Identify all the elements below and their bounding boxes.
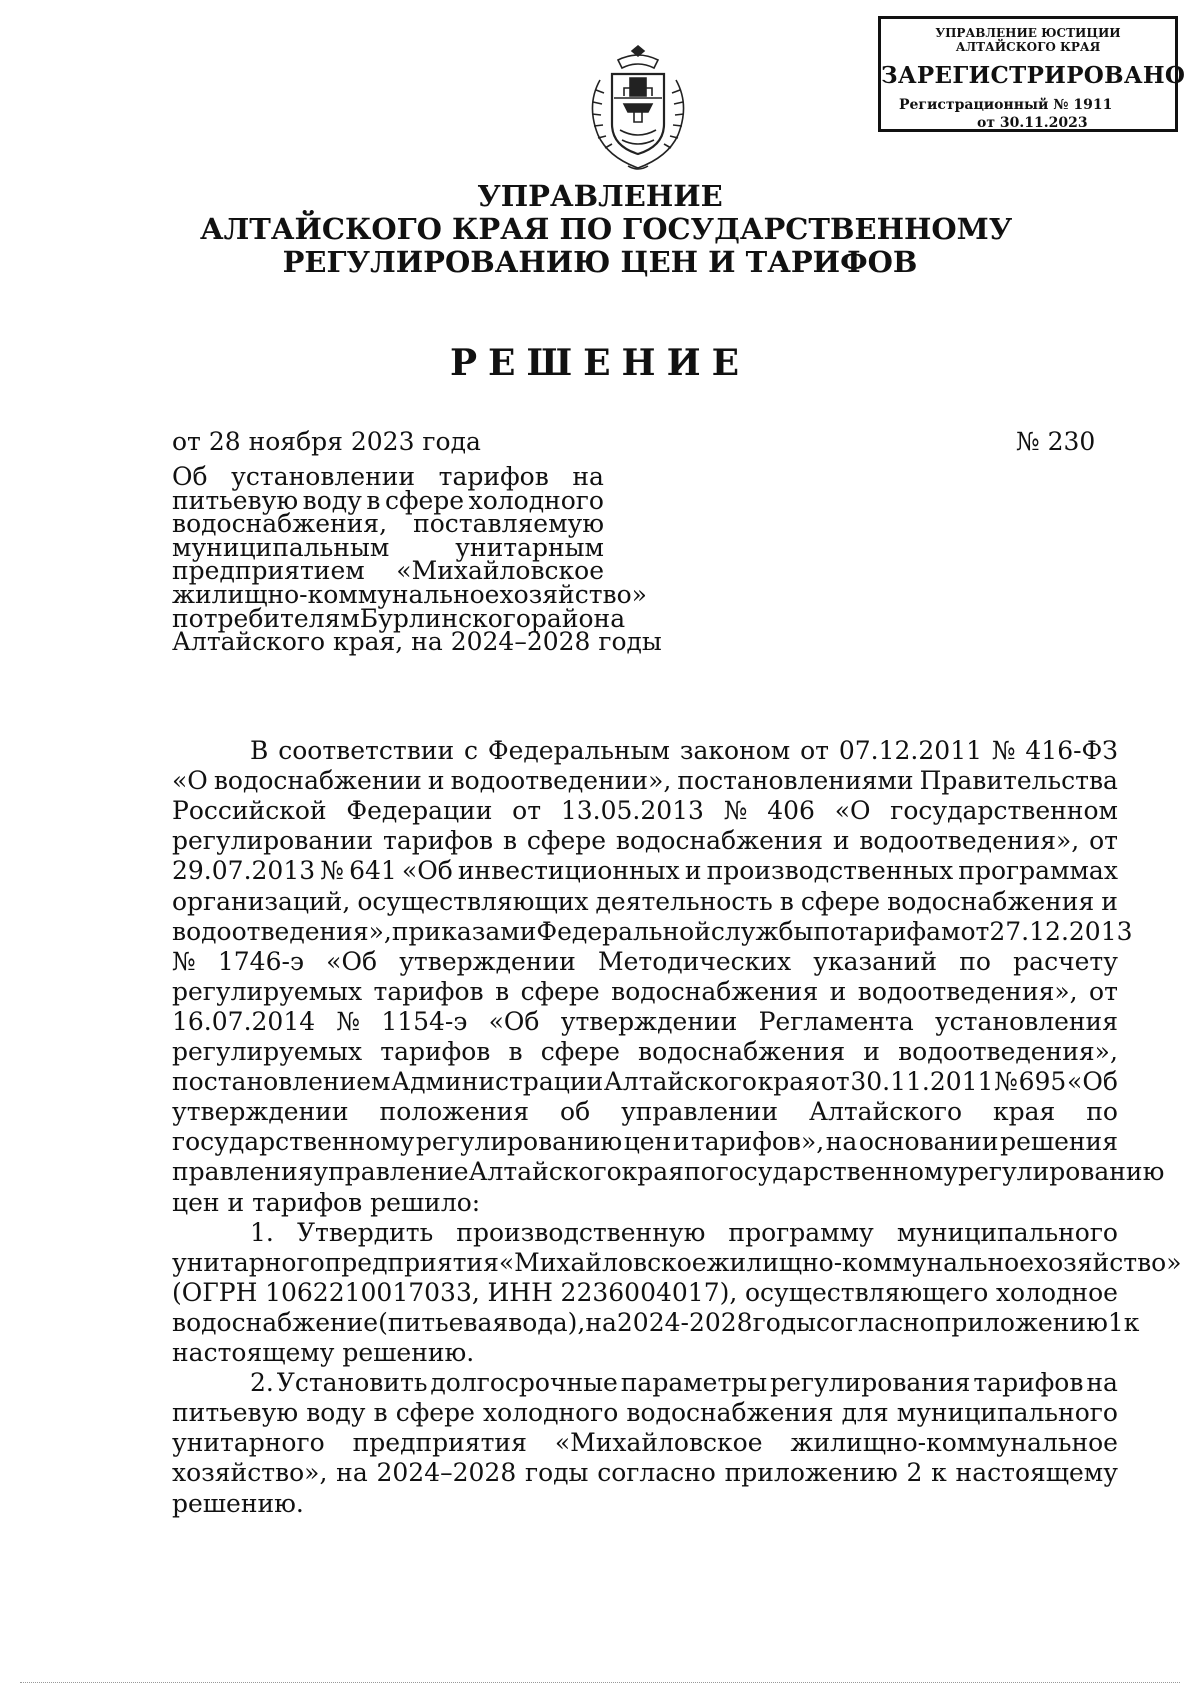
body-line: 2. Установить долгосрочные параметры регулирования тарифов на [250, 1368, 1118, 1398]
body-line: государственному регулированию цен и тарифов», на основании решения [172, 1127, 1118, 1157]
body-line: решению. [172, 1488, 304, 1518]
body-line: «О водоснабжении и водоотведении», постановлениями Правительства [172, 766, 1118, 796]
subject-line: Об установлении тарифов на [172, 462, 604, 491]
subject-line: потребителям Бурлинского района [172, 603, 626, 633]
body-line: В соответствии с Федеральным законом от 07.12.2011 № 416-ФЗ [250, 736, 1118, 765]
subject-line: предприятием «Михайловское [172, 556, 604, 586]
stamp-registration-date: от 30.11.2023 [977, 115, 1088, 131]
subject-line: водоснабжения, поставляемую [172, 509, 604, 539]
body-line: регулируемых тарифов в сфере водоснабжения и водоотведения», от [172, 976, 1118, 1006]
body-line: водоснабжение (питьевая вода), на 2024-2028 годы согласно приложению 1 к [172, 1307, 1140, 1337]
subject-line: муниципальным унитарным [172, 532, 604, 562]
subject-line: Алтайского края, на 2024–2028 годы [172, 627, 662, 657]
agency-line: УПРАВЛЕНИЕ [477, 179, 723, 213]
body-line: регулируемых тарифов в сфере водоснабжения и водоотведения», [172, 1037, 1118, 1066]
body-line: постановлением Администрации Алтайского края от 30.11.2011 № 695 «Об [172, 1067, 1118, 1097]
page-footer-rule [20, 1682, 1180, 1684]
body-line: унитарного предприятия «Михайловское жилищно-коммунальное хозяйство» [172, 1247, 1182, 1277]
document-title: РЕШЕНИЕ [449, 342, 751, 384]
body-line: регулировании тарифов в сфере водоснабжения и водоотведения», от [172, 826, 1118, 856]
body-line: (ОГРН 1062210017033, ИНН 2236004017), осуществляющего холодное [172, 1277, 1118, 1307]
body-line: питьевую воду в сфере холодного водоснабжения для муниципального [172, 1398, 1118, 1428]
agency-line: АЛТАЙСКОГО КРАЯ ПО ГОСУДАРСТВЕННОМУ [200, 212, 1013, 246]
stamp-authority-line: УПРАВЛЕНИЕ ЮСТИЦИИ [935, 26, 1121, 40]
stamp-registration-number: Регистрационный № 1911 [899, 97, 1113, 113]
body-line: организаций, осуществляющих деятельность в сфере водоснабжения и [172, 886, 1118, 916]
stamp-registered-title: ЗАРЕГИСТРИРОВАНО [881, 62, 1186, 89]
subject-line: жилищно-коммунальное хозяйство» [172, 580, 647, 609]
body-line: унитарного предприятия «Михайловское жилищно-коммунальное [172, 1428, 1118, 1458]
agency-line: РЕГУЛИРОВАНИЮ ЦЕН И ТАРИФОВ [282, 245, 918, 279]
body-line: 1. Утвердить производственную программу муниципального [250, 1217, 1118, 1247]
body-line: утверждении положения об управлении Алтайского края по [172, 1097, 1118, 1127]
body-line: Российской Федерации от 13.05.2013 № 406 «О государственном [172, 796, 1118, 826]
stamp-region-line: АЛТАЙСКОГО КРАЯ [955, 40, 1101, 54]
body-line: правления управление Алтайского края по государственному регулированию [172, 1157, 1165, 1187]
agency-name [200, 179, 1013, 279]
coat-of-arms-emblem [578, 40, 698, 180]
subject-line: питьевую воду в сфере холодного [172, 485, 604, 515]
document-number: № 230 [1016, 427, 1096, 456]
body-line: 16.07.2014 № 1154-э «Об утверждении Регламента установления [172, 1006, 1118, 1036]
body-line: цен и тарифов решило: [172, 1187, 481, 1217]
body-line: водоотведения», приказами Федеральной службы по тарифам от 27.12.2013 [172, 916, 1133, 946]
body-line: № 1746-э «Об утверждении Методических указаний по расчету [172, 946, 1118, 976]
body-line: хозяйство», на 2024–2028 годы согласно приложению 2 к настоящему [172, 1458, 1118, 1488]
body-line: 29.07.2013 № 641 «Об инвестиционных и производственных программах [172, 856, 1118, 886]
document-date: от 28 ноября 2023 года [172, 427, 481, 456]
registration-stamp [878, 16, 1186, 132]
body-line: настоящему решению. [172, 1338, 475, 1367]
